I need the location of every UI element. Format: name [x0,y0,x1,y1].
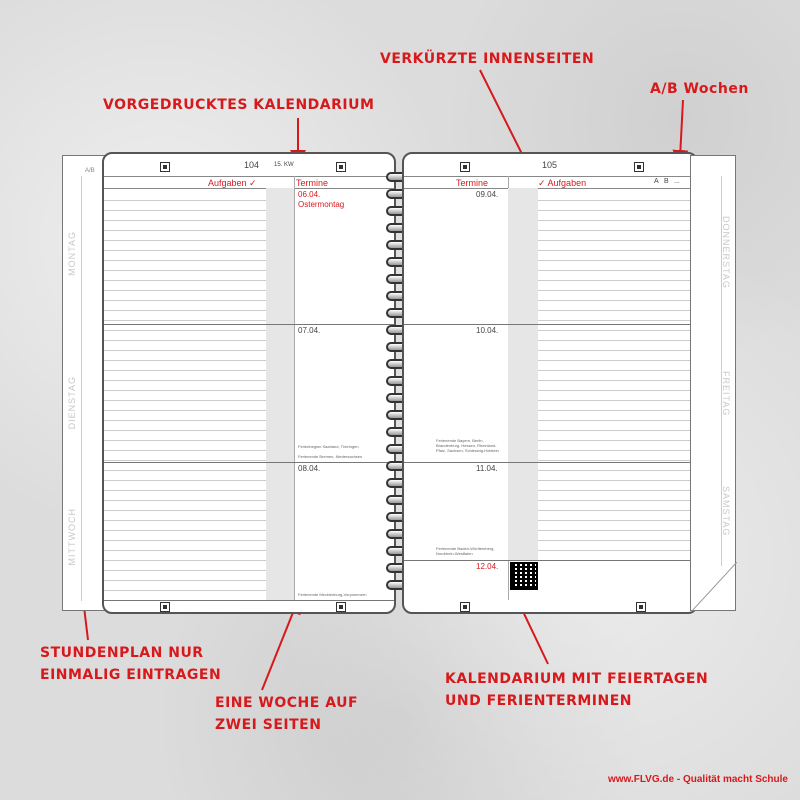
entry-date-0804: 08.04. [298,464,321,473]
entry-note-1104: Ferienende Baden-Württemberg, Nordrhein-Westfalen [436,546,495,556]
annotation-woche-1: EINE WOCHE AUF [215,695,359,711]
ruled-line [538,280,696,281]
ruled-line [104,340,266,341]
ruled-line [104,400,266,401]
ruled-line [104,430,266,431]
ruled-line [104,330,266,331]
ruled-line [538,470,696,471]
left-aufgaben-header: Aufgaben ✓ [208,178,257,188]
ruled-line [538,420,696,421]
ab-box-more: ... [674,178,680,185]
corner-marker-icon [160,162,170,172]
ruled-line [538,520,696,521]
ruled-line [104,520,266,521]
ruled-line [538,430,696,431]
ruled-line [104,300,266,301]
ruled-line [104,590,266,591]
annotation-ab-wochen: A/B Wochen [650,81,749,97]
ruled-line [104,250,266,251]
ruled-line [104,310,266,311]
ruled-line [538,440,696,441]
ruled-line [104,200,266,201]
ruled-line [538,250,696,251]
day-label-friday: FREITAG [721,371,731,417]
entry-note-0804: Ferienende Mecklenburg-Vorpommern [298,592,367,597]
ruled-line [104,380,266,381]
ruled-line [538,390,696,391]
entry-date-1004: 10.04. [476,326,499,335]
right-aufgaben-header: ✓ Aufgaben [538,178,587,188]
ruled-line [104,210,266,211]
ruled-line [104,360,266,361]
entry-note2-0704: Ferienende Bremen, Niedersachsen [298,454,363,459]
ruled-line [104,450,266,451]
left-page [102,152,396,614]
ruled-line [104,460,266,461]
ruled-line [538,310,696,311]
ruled-line [104,550,266,551]
ruled-line [104,370,266,371]
ruled-line [538,340,696,341]
ruled-line [538,330,696,331]
corner-marker-icon [336,162,346,172]
ruled-line [104,290,266,291]
ruled-line [104,560,266,561]
hour-column [508,188,538,560]
annotation-vorgedruckt: VORGEDRUCKTES KALENDARIUM [103,97,375,113]
entry-date-1204: 12.04. [476,562,499,571]
ruled-line [538,550,696,551]
ruled-line [104,390,266,391]
corner-marker-icon [336,602,346,612]
left-flap-ab-label: A/B [85,168,95,174]
ruled-line [104,280,266,281]
ruled-line [538,380,696,381]
annotation-stundenplan-1: STUNDENPLAN NUR [40,645,204,661]
ruled-line [538,350,696,351]
ruled-line [104,470,266,471]
ruled-line [104,220,266,221]
ruled-line [104,500,266,501]
ruled-line [104,270,266,271]
ruled-line [104,420,266,421]
ruled-line [104,410,266,411]
corner-marker-icon [460,602,470,612]
arrow-woche [262,605,296,690]
ruled-line [538,270,696,271]
entry-date-1104: 11.04. [476,464,498,473]
ruled-line [104,540,266,541]
ruled-line [104,580,266,581]
ruled-line [538,530,696,531]
ruled-line [104,350,266,351]
entry-note-0704: Ferienbeginn Saarland, Thüringen [298,444,359,449]
entry-note-1004: Ferienende Bayern, Berlin, Brandenburg, Hessen, Rheinland-Pfalz, Sachsen, Schleswig-Holstein [436,438,499,453]
ruled-line [538,510,696,511]
ruled-line [104,530,266,531]
ruled-line [104,260,266,261]
ruled-line [538,220,696,221]
entry-date-0704: 07.04. [298,326,321,335]
entry-date-0904: 09.04. [476,190,499,199]
ruled-line [538,300,696,301]
annotation-woche-2: ZWEI SEITEN [215,717,322,733]
ruled-line [538,230,696,231]
arrow-ab-wochen [680,100,683,158]
ruled-line [538,260,696,261]
ruled-line [538,500,696,501]
right-page-number: 105 [542,160,558,170]
ruled-line [104,570,266,571]
right-page [402,152,698,614]
day-label-tuesday: DIENSTAG [67,376,77,430]
ruled-line [538,480,696,481]
ruled-line [104,490,266,491]
ruled-line [538,210,696,211]
qr-code [510,562,538,590]
day-label-thursday: DONNERSTAG [721,216,731,289]
day-label-wednesday: MITTWOCH [67,508,77,566]
ruled-line [538,450,696,451]
ruled-line [104,320,266,321]
ruled-line [538,370,696,371]
page-corner-fold [691,562,737,612]
ruled-line [538,360,696,361]
ab-box-b: B [664,178,669,185]
hour-column [266,188,294,600]
ruled-line [538,490,696,491]
entry-date-0604: 06.04. [298,190,321,199]
ab-box-a: A [654,178,659,185]
ruled-line [538,200,696,201]
ruled-line [104,440,266,441]
ruled-line [538,410,696,411]
ruled-line [104,510,266,511]
annotation-stundenplan-2: EINMALIG EINTRAGEN [40,667,222,683]
annotation-kalendarium-2: UND FERIENTERMINEN [445,693,633,709]
right-flap [690,155,736,611]
ruled-line [538,400,696,401]
ruled-line [538,240,696,241]
left-termine-header: Termine [296,178,329,188]
right-termine-header: Termine [456,178,489,188]
ruled-line [538,290,696,291]
ruled-line [538,460,696,461]
ruled-line [104,240,266,241]
corner-marker-icon [636,602,646,612]
ruled-line [538,320,696,321]
ruled-line [538,540,696,541]
day-label-saturday: SAMSTAG [721,486,731,537]
holiday-ostermontag: Ostermontag [298,200,345,209]
week-number: 15. KW [274,162,294,168]
ruled-line [104,480,266,481]
annotation-kalendarium-1: KALENDARIUM MIT FEIERTAGEN [445,671,709,687]
ruled-line [104,230,266,231]
corner-marker-icon [634,162,644,172]
day-label-monday: MONTAG [67,231,77,276]
corner-marker-icon [160,602,170,612]
annotation-verkuerzt: VERKÜRZTE INNENSEITEN [380,51,595,67]
corner-marker-icon [460,162,470,172]
footer-link[interactable]: www.FLVG.de - Qualität macht Schule [607,774,788,785]
left-page-number: 104 [244,160,260,170]
